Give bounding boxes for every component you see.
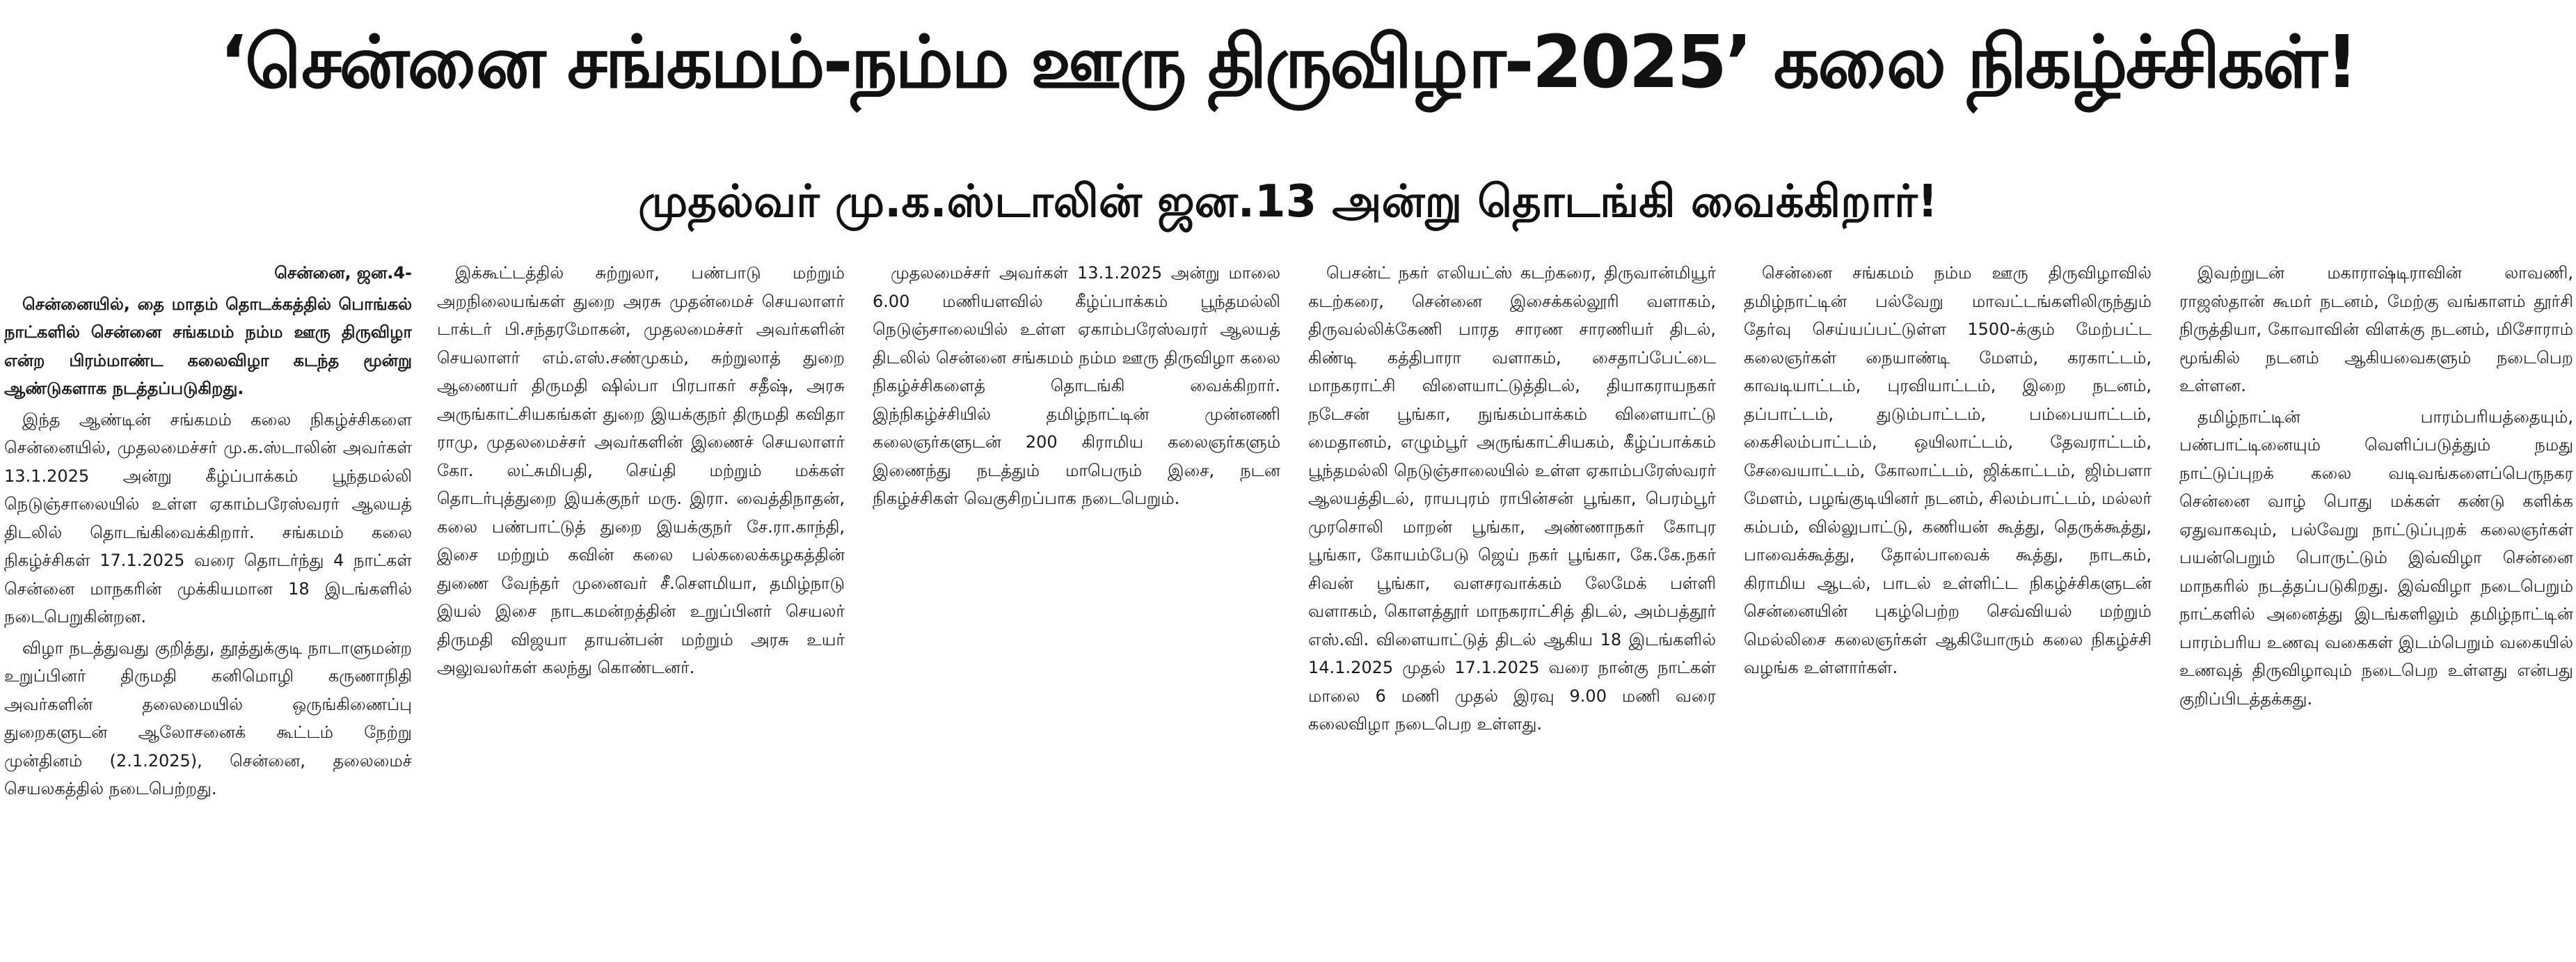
lead-paragraph: சென்னையில், தை மாதம் தொடக்கத்தில் பொங்கல் நாட்களில் சென்னை சங்கமம் நம்ம ஊரு திருவிழா என்ற பிரம்மாண்ட கலைவிழா கடந்த மூன்று ஆண்டுகளாக நடத்தப்படுகிறது. xyxy=(4,294,412,398)
body-paragraph: தமிழ்நாட்டின் பாரம்பரியத்தையும், பண்பாட்டினையும் வெளிப்படுத்தும் நமது நாட்டுப்புறக் கலை வடிவங்களைப்பெருநகர சென்னை வாழ் பொது மக்கள் கண்டு களிக்க ஏதுவாகவும், பல்வேறு நாட்டுப்புறக் கலைஞர்கள் பயன்பெறும் பொருட்டும் இவ்விழா சென்னை மாநகரில் நடத்தப்படுகிறது. இவ்விழா நடைபெறும் நாட்களில் அனைத்து இடங்களிலும் தமிழ்நாட்டின் பாரம்பரிய உணவு வகைகள் இடம்பெறும் வகையில் உணவுத் திருவிழாவும் நடைபெற உள்ளது என்பது குறிப்பிடத்தக்கது. xyxy=(2179,407,2573,709)
article-column-3 xyxy=(873,259,1280,961)
headline: ‘சென்னை சங்கமம்-நம்ம ஊரு திருவிழா-2025’ கலை நிகழ்ச்சிகள்! xyxy=(219,19,2357,104)
body-paragraph: சென்னை சங்கமம் நம்ம ஊரு திருவிழாவில் தமிழ்நாட்டின் பல்வேறு மாவட்டங்களிலிருந்தும் தேர்வு செய்யப்பட்டுள்ள 1500-க்கும் மேற்பட்ட கலைஞர்கள் நையாண்டி மேளம், கரகாட்டம், காவடியாட்டம், புரவியாட்டம், இறை நடனம், தப்பாட்டம், துடும்பாட்டம், பம்பையாட்டம், கைசிலம்பாட்டம், ஒயிலாட்டம், தேவராட்டம், சேவையாட்டம், கோலாட்டம், ஜிக்காட்டம், ஜிம்பளா மேளம், பழங்குடியினர் நடனம், சிலம்பாட்டம், மல்லர் கம்பம், வில்லுபாட்டு, கணியன் கூத்து, தெருக்கூத்து, பாவைக்கூத்து, தோல்பாவைக் கூத்து, நாடகம், கிராமிய ஆடல், பாடல் உள்ளிட்ட நிகழ்ச்சிகளுடன் சென்னையின் புகழ்பெற்ற செவ்வியல் மற்றும் மெல்லிசை கலைஞர்கள் ஆகியோரும் கலை நிகழ்ச்சி வழங்க உள்ளார்கள். xyxy=(1744,263,2152,677)
body-paragraph: பெசன்ட் நகர் எலியட்ஸ் கடற்கரை, திருவான்மியூர் கடற்கரை, சென்னை இசைக்கல்லூரி வளாகம், திருவல்லிக்கேணி பாரத சாரண சாரணியர் திடல், கிண்டி கத்திபாரா வளாகம், சைதாப்பேட்டை மாநகராட்சி விளையாட்டுத்திடல், தியாகராயநகர் நடேசன் பூங்கா, நுங்கம்பாக்கம் விளையாட்டு மைதானம், எழும்பூர் அருங்காட்சியகம், கீழ்ப்பாக்கம் பூந்தமல்லி நெடுஞ்சாலையில் உள்ள ஏகாம்பரேஸ்வரர் ஆலயத்திடல், ராயபுரம் ராபின்சன் பூங்கா, பெரம்பூர் முரசொலி மாறன் பூங்கா, அண்ணாநகர் கோபுர பூங்கா, கோயம்பேடு ஜெய் நகர் பூங்கா, கே.கே.நகர் சிவன் பூங்கா, வளசரவாக்கம் லேமேக் பள்ளி வளாகம், கொளத்தூர் மாநகராட்சித் திடல், அம்பத்தூர் எஸ்.வி. விளையாட்டுத் திடல் ஆகிய 18 இடங்களில் 14.1.2025 முதல் 17.1.2025 வரை நான்கு நாட்கள் மாலை 6 மணி முதல் இரவு 9.00 மணி வரை கலைவிழா நடைபெற உள்ளது. xyxy=(1308,263,1716,734)
article-column-2 xyxy=(437,259,845,961)
body-paragraph: இவற்றுடன் மகாராஷ்டிராவின் லாவணி, ராஜஸ்தான் கூமர் நடனம், மேற்கு வங்காளம் தூர்சி நிருத்தியா, கோவாவின் விளக்கு நடனம், மிசோராம் மூங்கில் நடனம் ஆகியவைகளும் நடைபெற உள்ளன. xyxy=(2179,263,2573,395)
article-column-4 xyxy=(1308,259,1716,961)
article-column-1 xyxy=(4,259,412,961)
body-paragraph: முதலமைச்சர் அவர்கள் 13.1.2025 அன்று மாலை 6.00 மணியளவில் கீழ்ப்பாக்கம் பூந்தமல்லி நெடுஞ்சாலையில் உள்ள ஏகாம்பரேஸ்வரர் ஆலயத் திடலில் சென்னை சங்கமம் நம்ம ஊரு திருவிழா கலை நிகழ்ச்சிகளைத் தொடங்கி வைக்கிறார். இந்நிகழ்ச்சியில் தமிழ்நாட்டின் முன்னணி கலைஞர்களுடன் 200 கிராமிய கலைஞர்களும் இணைந்து நடத்தும் மாபெரும் இசை, நடன நிகழ்ச்சிகள் வெகுசிறப்பாக நடைபெறும். xyxy=(873,263,1280,508)
dateline: சென்னை, ஜன.4- xyxy=(274,263,412,283)
article-column-6 xyxy=(2179,259,2573,961)
body-paragraph: இக்கூட்டத்தில் சுற்றுலா, பண்பாடு மற்றும் அறநிலையங்கள் துறை அரசு முதன்மைச் செயலாளர் டாக்டர் பி.சந்தரமோகன், முதலமைச்சர் அவர்களின் செயலாளர் எம்.எஸ்.சண்முகம், சுற்றுலாத் துறை ஆணையர் திருமதி ஷில்பா பிரபாகர் சதீஷ், அரசு அருங்காட்சியகங்கள் துறை இயக்குநர் திருமதி கவிதா ராமு, முதலமைச்சர் அவர்களின் இணைச் செயலாளர் கோ. லட்சுமிபதி, செய்தி மற்றும் மக்கள் தொடர்புத்துறை இயக்குநர் மரு. இரா. வைத்திநாதன், கலை பண்பாட்டுத் துறை இயக்குநர் சே.ரா.காந்தி, இசை மற்றும் கவின் கலை பல்கலைக்கழகத்தின் துணை வேந்தர் முனைவர் சீ.சௌமியா, தமிழ்நாடு இயல் இசை நாடகமன்றத்தின் உறுப்பினர் செயலர் திருமதி விஜயா தாயன்பன் மற்றும் அரசு உயர் அலுவலர்கள் கலந்து கொண்டனர். xyxy=(437,263,845,677)
subheadline: முதல்வர் மு.க.ஸ்டாலின் ஜன.13 அன்று தொடங்கி வைக்கிறார்! xyxy=(638,176,1938,228)
body-paragraph: விழா நடத்துவது குறித்து, தூத்துக்குடி நாடாளுமன்ற உறுப்பினர் திருமதி கனிமொழி கருணாநிதி அவர்களின் தலைமையில் ஒருங்கிணைப்பு துறைகளுடன் ஆலோசனைக் கூட்டம் நேற்று முன்தினம் (2.1.2025), சென்னை, தலைமைச் செயலகத்தில் நடைபெற்றது. xyxy=(4,638,412,798)
article-column-5 xyxy=(1744,259,2152,961)
body-paragraph: இந்த ஆண்டின் சங்கமம் கலை நிகழ்ச்சிகளை சென்னையில், முதலமைச்சர் மு.க.ஸ்டாலின் அவர்கள் 13.1.2025 அன்று கீழ்ப்பாக்கம் பூந்தமல்லி நெடுஞ்சாலையில் உள்ள ஏகாம்பரேஸ்வரர் ஆலயத் திடலில் தொடங்கிவைக்கிறார். சங்கமம் கலை நிகழ்ச்சிகள் 17.1.2025 வரை தொடர்ந்து 4 நாட்கள் சென்னை மாநகரின் முக்கியமான 18 இடங்களில் நடைபெறுகின்றன. xyxy=(4,409,412,626)
